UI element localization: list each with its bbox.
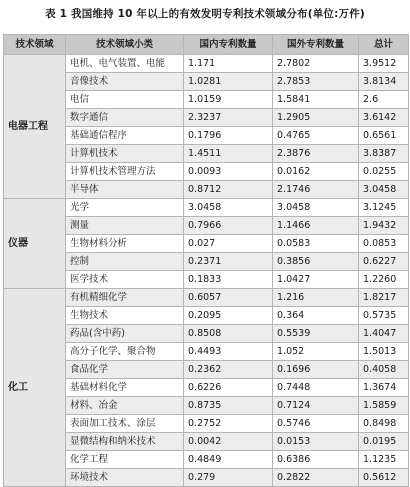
subfield-cell: 基础材料化学 [66,379,184,397]
domestic-cell: 1.0159 [184,91,273,109]
subfield-cell: 有机精细化学 [66,289,184,307]
total-cell: 1.4047 [359,325,409,343]
domestic-cell: 0.279 [184,469,273,487]
header-domestic: 国内专利数量 [184,35,273,55]
domestic-cell: 1.4511 [184,145,273,163]
subfield-cell: 医学技术 [66,271,184,289]
total-cell: 1.3674 [359,379,409,397]
total-cell: 1.1235 [359,451,409,469]
subfield-cell: 环境技术 [66,469,184,487]
domestic-cell: 0.8508 [184,325,273,343]
header-field: 技术领域 [4,35,66,55]
foreign-cell: 1.1466 [273,217,359,235]
total-cell: 0.8498 [359,415,409,433]
subfield-cell: 数字通信 [66,109,184,127]
total-cell: 3.0458 [359,181,409,199]
total-cell: 0.5612 [359,469,409,487]
foreign-cell: 1.0427 [273,271,359,289]
domestic-cell: 0.0042 [184,433,273,451]
domestic-cell: 0.0093 [184,163,273,181]
foreign-cell: 0.5746 [273,415,359,433]
total-cell: 0.0195 [359,433,409,451]
subfield-cell: 生物材料分析 [66,235,184,253]
table-row [4,55,409,73]
foreign-cell: 2.3876 [273,145,359,163]
category-cell: 仪器 [4,199,66,289]
subfield-cell: 显微结构和纳米技术 [66,433,184,451]
total-cell: 3.1245 [359,199,409,217]
subfield-cell: 计算机技术 [66,145,184,163]
table-row [4,199,409,217]
domestic-cell: 0.4493 [184,343,273,361]
foreign-cell: 0.4765 [273,127,359,145]
subfield-cell: 控制 [66,253,184,271]
subfield-cell: 材料、冶金 [66,397,184,415]
foreign-cell: 1.216 [273,289,359,307]
foreign-cell: 0.7448 [273,379,359,397]
domestic-cell: 0.027 [184,235,273,253]
total-cell: 0.6227 [359,253,409,271]
subfield-cell: 生物技术 [66,307,184,325]
total-cell: 1.5859 [359,397,409,415]
domestic-cell: 3.0458 [184,199,273,217]
foreign-cell: 1.052 [273,343,359,361]
table-title: 表 1 我国维持 10 年以上的有效发明专利技术领域分布(单位:万件) [45,8,365,20]
category-cell: 化工 [4,289,66,487]
total-cell: 0.5735 [359,307,409,325]
foreign-cell: 1.5841 [273,91,359,109]
header-subfield: 技术领域小类 [66,35,184,55]
subfield-cell: 计算机技术管理方法 [66,163,184,181]
domestic-cell: 0.6226 [184,379,273,397]
foreign-cell: 0.3856 [273,253,359,271]
total-cell: 1.9432 [359,217,409,235]
total-cell: 3.8387 [359,145,409,163]
domestic-cell: 0.2362 [184,361,273,379]
total-cell: 0.6561 [359,127,409,145]
total-cell: 0.0255 [359,163,409,181]
total-cell: 1.2260 [359,271,409,289]
foreign-cell: 0.5539 [273,325,359,343]
total-cell: 3.9512 [359,55,409,73]
category-cell: 电器工程 [4,55,66,199]
domestic-cell: 2.3237 [184,109,273,127]
domestic-cell: 0.7966 [184,217,273,235]
foreign-cell: 0.1696 [273,361,359,379]
domestic-cell: 0.2371 [184,253,273,271]
subfield-cell: 表面加工技术、涂层 [66,415,184,433]
total-cell: 3.6142 [359,109,409,127]
table-body [4,55,409,487]
domestic-cell: 1.171 [184,55,273,73]
foreign-cell: 2.1746 [273,181,359,199]
header-foreign: 国外专利数量 [273,35,359,55]
subfield-cell: 高分子化学、聚合物 [66,343,184,361]
foreign-cell: 2.7802 [273,55,359,73]
foreign-cell: 0.6386 [273,451,359,469]
domestic-cell: 0.2095 [184,307,273,325]
domestic-cell: 0.2752 [184,415,273,433]
foreign-cell: 0.0153 [273,433,359,451]
subfield-cell: 化学工程 [66,451,184,469]
subfield-cell: 半导体 [66,181,184,199]
domestic-cell: 1.0281 [184,73,273,91]
header-total: 总计 [359,35,409,55]
foreign-cell: 3.0458 [273,199,359,217]
foreign-cell: 2.7853 [273,73,359,91]
total-cell: 1.8217 [359,289,409,307]
domestic-cell: 0.8735 [184,397,273,415]
domestic-cell: 0.1833 [184,271,273,289]
subfield-cell: 药品(含中药) [66,325,184,343]
subfield-cell: 光学 [66,199,184,217]
subfield-cell: 测量 [66,217,184,235]
domestic-cell: 0.8712 [184,181,273,199]
domestic-cell: 0.4849 [184,451,273,469]
total-cell: 3.8134 [359,73,409,91]
foreign-cell: 0.7124 [273,397,359,415]
patent-distribution-table [3,34,409,487]
foreign-cell: 1.2905 [273,109,359,127]
total-cell: 0.0853 [359,235,409,253]
total-cell: 1.5013 [359,343,409,361]
domestic-cell: 0.6057 [184,289,273,307]
table-row [4,289,409,307]
domestic-cell: 0.1796 [184,127,273,145]
table-header-row [4,35,409,55]
subfield-cell: 电机、电气装置、电能 [66,55,184,73]
subfield-cell: 电信 [66,91,184,109]
foreign-cell: 0.0583 [273,235,359,253]
subfield-cell: 音像技术 [66,73,184,91]
foreign-cell: 0.364 [273,307,359,325]
subfield-cell: 食品化学 [66,361,184,379]
total-cell: 0.4058 [359,361,409,379]
total-cell: 2.6 [359,91,409,109]
subfield-cell: 基础通信程序 [66,127,184,145]
foreign-cell: 0.0162 [273,163,359,181]
foreign-cell: 0.2822 [273,469,359,487]
